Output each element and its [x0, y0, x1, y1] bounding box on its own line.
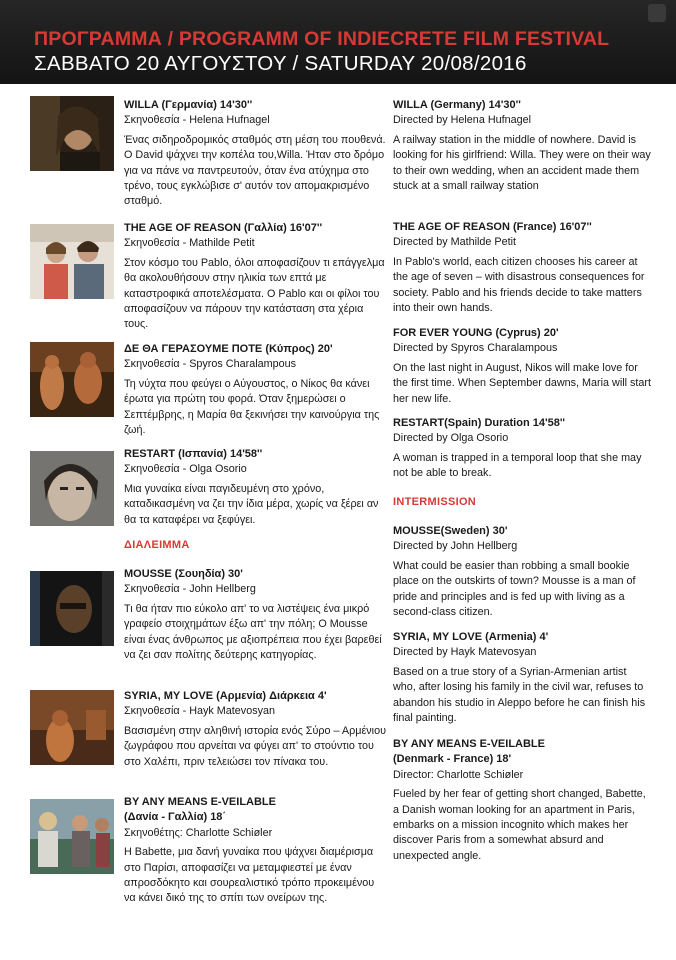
film-title: THE AGE OF REASON (Γαλλία) 16'07'': [124, 222, 323, 234]
english-entry-syria-my-love: [393, 630, 651, 726]
film-still-for-ever-young-art: [30, 342, 114, 417]
film-director: Directed by Mathilde Petit: [393, 236, 517, 249]
film-director: Σκηνοθεσία - Hayk Matevosyan: [124, 705, 276, 718]
corner-mark: [648, 4, 666, 22]
film-still-restart: [30, 451, 114, 526]
film-still-by-any-means: [30, 799, 114, 874]
film-still-by-any-means-art: [30, 799, 114, 874]
film-director: Σκηνοθέτης: Charlotte Schiøler: [124, 826, 273, 839]
film-description: Based on a true story of a Syrian-Armenian artist who, after losing his family in the civil war, refuses to abandon his studio in Aleppo before he can finish his final painting.: [393, 665, 646, 725]
film-title: WILLA (Germany) 14'30'': [393, 99, 521, 111]
festival-title: ΠΡΟΓΡΑΜΜΑ / PROGRAMM OF INDIECRETE FILM FESTIVAL: [34, 28, 610, 50]
english-entry-age-of-reason: [393, 220, 651, 316]
film-description: Μια γυναίκα είναι παγιδευμένη στο χρόνο, καταδικασμένη να ζει την ίδια μέρα, χωρίς να ξέρει αν θα τα καταφέρει να ξεφύγει.: [124, 482, 379, 526]
english-entry-mousse: [393, 524, 651, 620]
english-intermission-label: INTERMISSION: [393, 496, 477, 508]
film-title-line2: (Δανία - Γαλλία) 18΄: [124, 811, 227, 824]
film-director: Σκηνοθεσία - Spyros Charalampous: [124, 358, 297, 371]
page-header: [0, 0, 676, 84]
film-description: Τη νύχτα που φεύγει ο Αύγουστος, ο Νίκος θα κάνει έρωτα για πρώτη του φορά. Όταν ξημερώσει ο Σεπτέμβρης, η Μαρία θα ξεκινήσει την καινούργια της ζωή.: [124, 377, 380, 437]
film-director: Σκηνοθεσία - Helena Hufnagel: [124, 114, 270, 127]
greek-entry-syria-my-love: [124, 689, 386, 770]
film-director: Directed by Olga Osorio: [393, 432, 509, 445]
film-title: THE AGE OF REASON (France) 16'07'': [393, 221, 592, 233]
film-director: Directed by Spyros Charalampous: [393, 342, 558, 355]
english-entry-restart: [393, 416, 651, 482]
film-still-syria-my-love: [30, 690, 114, 765]
film-title: RESTART(Spain) Duration 14'58'': [393, 417, 566, 429]
film-description: Βασισμένη στην αληθινή ιστορία ενός Σύρο – Αρμένιου ζωγράφου που αρνείται να φύγει απ' το στούντιο του στο Χαλέπι, πριν τελειώσει τον πίνακα του.: [124, 724, 386, 768]
film-director: Σκηνοθεσία - John Hellberg: [124, 583, 256, 596]
film-description: A railway station in the middle of nowhere. David is looking for his girlfriend: Willa. They were on their way to their own wedding, when an accident made them stuck at a small railway station: [393, 133, 651, 193]
film-title: MOUSSE (Σουηδία) 30': [124, 568, 243, 580]
film-director: Directed by Helena Hufnagel: [393, 114, 532, 127]
english-entry-by-any-means: [393, 737, 651, 864]
film-title-line1: BY ANY MEANS E-VEILABLE: [124, 796, 276, 808]
film-description: What could be easier than robbing a small bookie place on the outskirts of town? Mousse is a man of pride and principles and is fed up with living as a second-class citizen.: [393, 559, 636, 619]
film-director: Σκηνοθεσία - Olga Osorio: [124, 463, 247, 476]
film-still-for-ever-young: [30, 342, 114, 417]
english-entry-willa: [393, 98, 651, 194]
greek-entry-for-ever-young: [124, 342, 386, 438]
film-title: MOUSSE(Sweden) 30': [393, 525, 508, 537]
greek-entry-by-any-means: [124, 795, 386, 907]
film-title: RESTART (Ισπανία) 14'58'': [124, 448, 263, 460]
film-still-age-of-reason-art: [30, 224, 114, 299]
film-title: ΔΕ ΘΑ ΓΕΡΑΣΟΥΜΕ ΠΟΤΕ (Κύπρος) 20': [124, 343, 333, 355]
film-title: FOR EVER YOUNG (Cyprus) 20': [393, 327, 559, 339]
film-description: A woman is trapped in a temporal loop that she may not be able to break.: [393, 451, 642, 480]
film-description: Η Babette, μια δανή γυναίκα που ψάχνει διαμέρισμα στο Παρίσι, αποφασίζει να μεταμφιεστεί με έναν απροσδόκητο και σουρεαλιστικό τρόπο προκειμένου να κάνει δικό της το σπίτι των ονείρων της.: [124, 846, 375, 905]
english-entry-for-ever-young: [393, 326, 651, 407]
film-description: Ένας σιδηροδρομικός σταθμός στη μέση του πουθενά. Ο David ψάχνει την κοπέλα του,Willa. Ήταν στο δρόμο για να πάνε να παντρευτούν, όταν ένα ατύχημα στο τρένο, τους εγκλώβισε σ' αυτόν τον απομακρισμένο σταθμό.: [124, 133, 386, 208]
film-description: In Pablo's world, each citizen chooses his career at the age of seven – with disastrous consequences for society. Pablo and his friends decide to take matters into their own hands.: [393, 255, 645, 315]
film-director: Directed by John Hellberg: [393, 540, 518, 553]
film-director: Directed by Hayk Matevosyan: [393, 646, 537, 659]
film-description: On the last night in August, Nikos will make love for the first time. When September dawns, Maria will start her new life.: [393, 361, 652, 405]
film-title: WILLA (Γερμανία) 14'30'': [124, 99, 253, 111]
greek-entry-restart: [124, 447, 386, 528]
film-director: Σκηνοθεσία - Mathilde Petit: [124, 237, 255, 250]
film-description: Τι θα ήταν πιο εύκολο απ' το να λιστέψεις ένα μικρό γραφείο στοιχημάτων έξω απ' την πόλη; Ο Mousse είναι ένας άνθρωπος με αξιοπρέπεια που έχει βαρεθεί να ζει σαν πολίτης δεύτερης κατηγορίας.: [124, 602, 382, 662]
film-title: SYRIA, MY LOVE (Αρμενία) Διάρκεια 4': [124, 690, 327, 702]
film-still-mousse-art: [30, 571, 114, 646]
greek-entry-mousse: [124, 567, 386, 663]
film-title-line1: BY ANY MEANS E-VEILABLE: [393, 738, 545, 750]
film-description: Fueled by her fear of getting short changed, Babette, a Danish woman looking for an apartment in Paris, embarks on a mission incognito which makes her discover Paris from a somewhat absurd and unexpected angle.: [393, 788, 646, 862]
film-director: Director: Charlotte Schiøler: [393, 768, 524, 781]
film-still-age-of-reason: [30, 224, 114, 299]
film-still-syria-my-love-art: [30, 690, 114, 765]
greek-intermission-label: ΔΙΑΛΕΙΜΜΑ: [124, 539, 190, 551]
film-title: SYRIA, MY LOVE (Armenia) 4': [393, 631, 549, 643]
greek-entry-willa: [124, 98, 386, 210]
greek-entry-age-of-reason: [124, 221, 386, 333]
film-still-mousse: [30, 571, 114, 646]
date-line: ΣΑΒΒΑΤΟ 20 ΑΥΓΟΥΣΤΟΥ / SATURDAY 20/08/2016: [34, 52, 527, 75]
film-still-willa-art: [30, 96, 114, 171]
film-description: Στον κόσμο του Pablo, όλοι αποφασίζουν τι επάγγελμα θα ακολουθήσουν στην ηλικία των επτά με καταστροφικά αποτελέσματα. Ο Pablo και οι φίλοι του αποφασίζουν να πάρουν την κατάσταση στα χέρια τους.: [124, 256, 385, 331]
film-still-willa: [30, 96, 114, 171]
film-title-line2: (Denmark - France) 18': [393, 753, 512, 766]
film-still-restart-art: [30, 451, 114, 526]
